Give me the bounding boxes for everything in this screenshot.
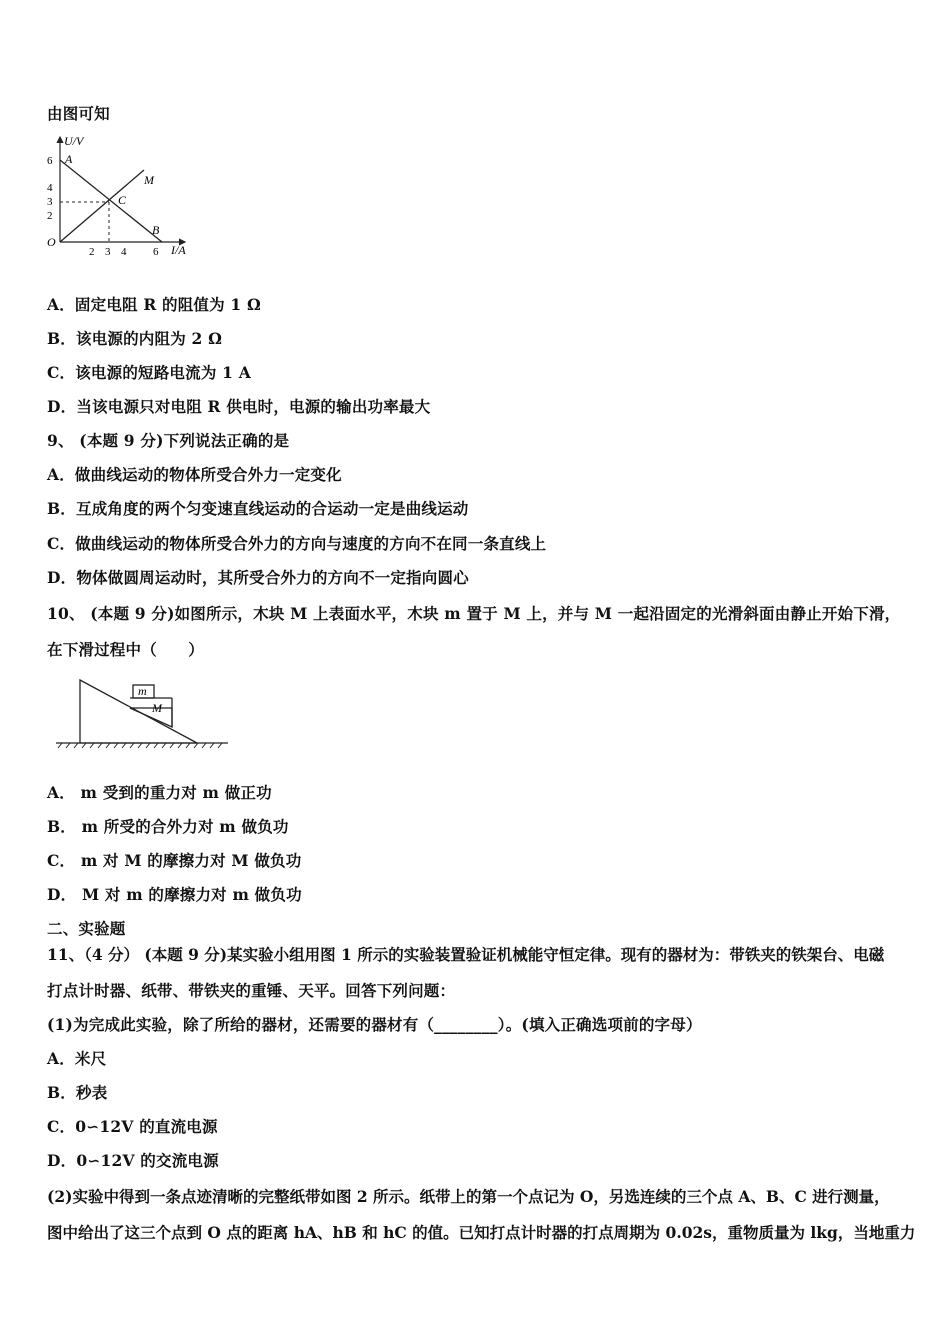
q11-option-d: D．0∽12V 的交流电源 <box>47 1151 219 1170</box>
q11-stem-line1: 11、（4 分） (本题 9 分)某实验小组用图 1 所示的实验装置验证机械能守恒定律。现有的器材为：带铁夹的铁架台、电磁 <box>47 945 885 964</box>
q10-option-d: D． M 对 m 的摩擦力对 m 做负功 <box>47 885 302 904</box>
point-B-label: B <box>152 223 160 237</box>
x-axis-label: I/A <box>171 243 186 257</box>
incline-figure <box>52 672 242 752</box>
line-M-label: M <box>144 173 154 187</box>
x-tick-3: 3 <box>105 246 111 258</box>
ui-graph-figure <box>40 132 200 262</box>
q9-option-a: A．做曲线运动的物体所受合外力一定变化 <box>47 465 342 484</box>
q10-stem-line2: 在下滑过程中（ ） <box>47 640 205 659</box>
x-tick-6: 6 <box>153 246 159 258</box>
x-tick-4: 4 <box>121 246 127 258</box>
line-OM <box>60 170 144 242</box>
point-A-label: A <box>65 152 73 166</box>
q8-option-a: A．固定电阻 R 的阻值为 1 Ω <box>47 295 261 314</box>
block-m-label: m <box>138 684 147 698</box>
q11-option-a: A．米尺 <box>47 1049 107 1068</box>
y-tick-3: 3 <box>47 196 53 208</box>
q10-option-c: C． m 对 M 的摩擦力对 M 做负功 <box>47 851 302 870</box>
q9-option-d: D．物体做圆周运动时，其所受合外力的方向不一定指向圆心 <box>47 568 469 587</box>
y-tick-6: 6 <box>47 155 53 167</box>
q8-option-b: B．该电源的内阻为 2 Ω <box>47 329 223 348</box>
point-C-label: C <box>118 193 127 207</box>
q8-option-c: C．该电源的短路电流为 1 A <box>47 363 251 382</box>
q9-option-c: C．做曲线运动的物体所受合外力的方向与速度的方向不在同一条直线上 <box>47 534 547 553</box>
q10-option-a: A． m 受到的重力对 m 做正功 <box>47 783 272 802</box>
origin-label: O <box>47 235 56 249</box>
y-tick-2: 2 <box>47 210 53 222</box>
block-M <box>130 708 172 727</box>
q9-stem: 9、 (本题 9 分)下列说法正确的是 <box>47 431 290 450</box>
q11-stem-line2: 打点计时器、纸带、带铁夹的重锤、天平。回答下列问题： <box>47 981 456 1000</box>
block-M-label: M <box>152 701 162 715</box>
y-axis-label: U/V <box>64 134 84 148</box>
q11-option-c: C．0∽12V 的直流电源 <box>47 1117 218 1136</box>
ground-hatching <box>58 743 222 748</box>
q10-option-b: B． m 所受的合外力对 m 做负功 <box>47 817 289 836</box>
intro-text: 由图可知 <box>47 104 110 123</box>
y-tick-4: 4 <box>47 182 53 194</box>
section-heading: 二、实验题 <box>47 919 126 938</box>
q8-option-d: D．当该电源只对电阻 R 供电时，电源的输出功率最大 <box>47 397 431 416</box>
q11-option-b: B．秒表 <box>47 1083 108 1102</box>
q11-sub1: (1)为完成此实验，除了所给的器材，还需要的器材有（________）。(填入正确选项前的字母） <box>47 1015 702 1034</box>
x-tick-2: 2 <box>89 246 95 258</box>
q10-stem-line1: 10、 (本题 9 分)如图所示，木块 M 上表面水平，木块 m 置于 M 上，并与 M 一起沿固定的光滑斜面由静止开始下滑， <box>47 604 901 623</box>
q11-sub2-line2: 图中给出了这三个点到 O 点的距离 hA、hB 和 hC 的值。已知打点计时器的打点周期为 0.02s，重物质量为 lkg，当地重力 <box>47 1223 916 1242</box>
q11-sub2-line1: (2)实验中得到一条点迹清晰的完整纸带如图 2 所示。纸带上的第一个点记为 O，另选连续的三个点 A、B、C 进行测量， <box>47 1187 890 1206</box>
q9-option-b: B．互成角度的两个匀变速直线运动的合运动一定是曲线运动 <box>47 499 469 518</box>
